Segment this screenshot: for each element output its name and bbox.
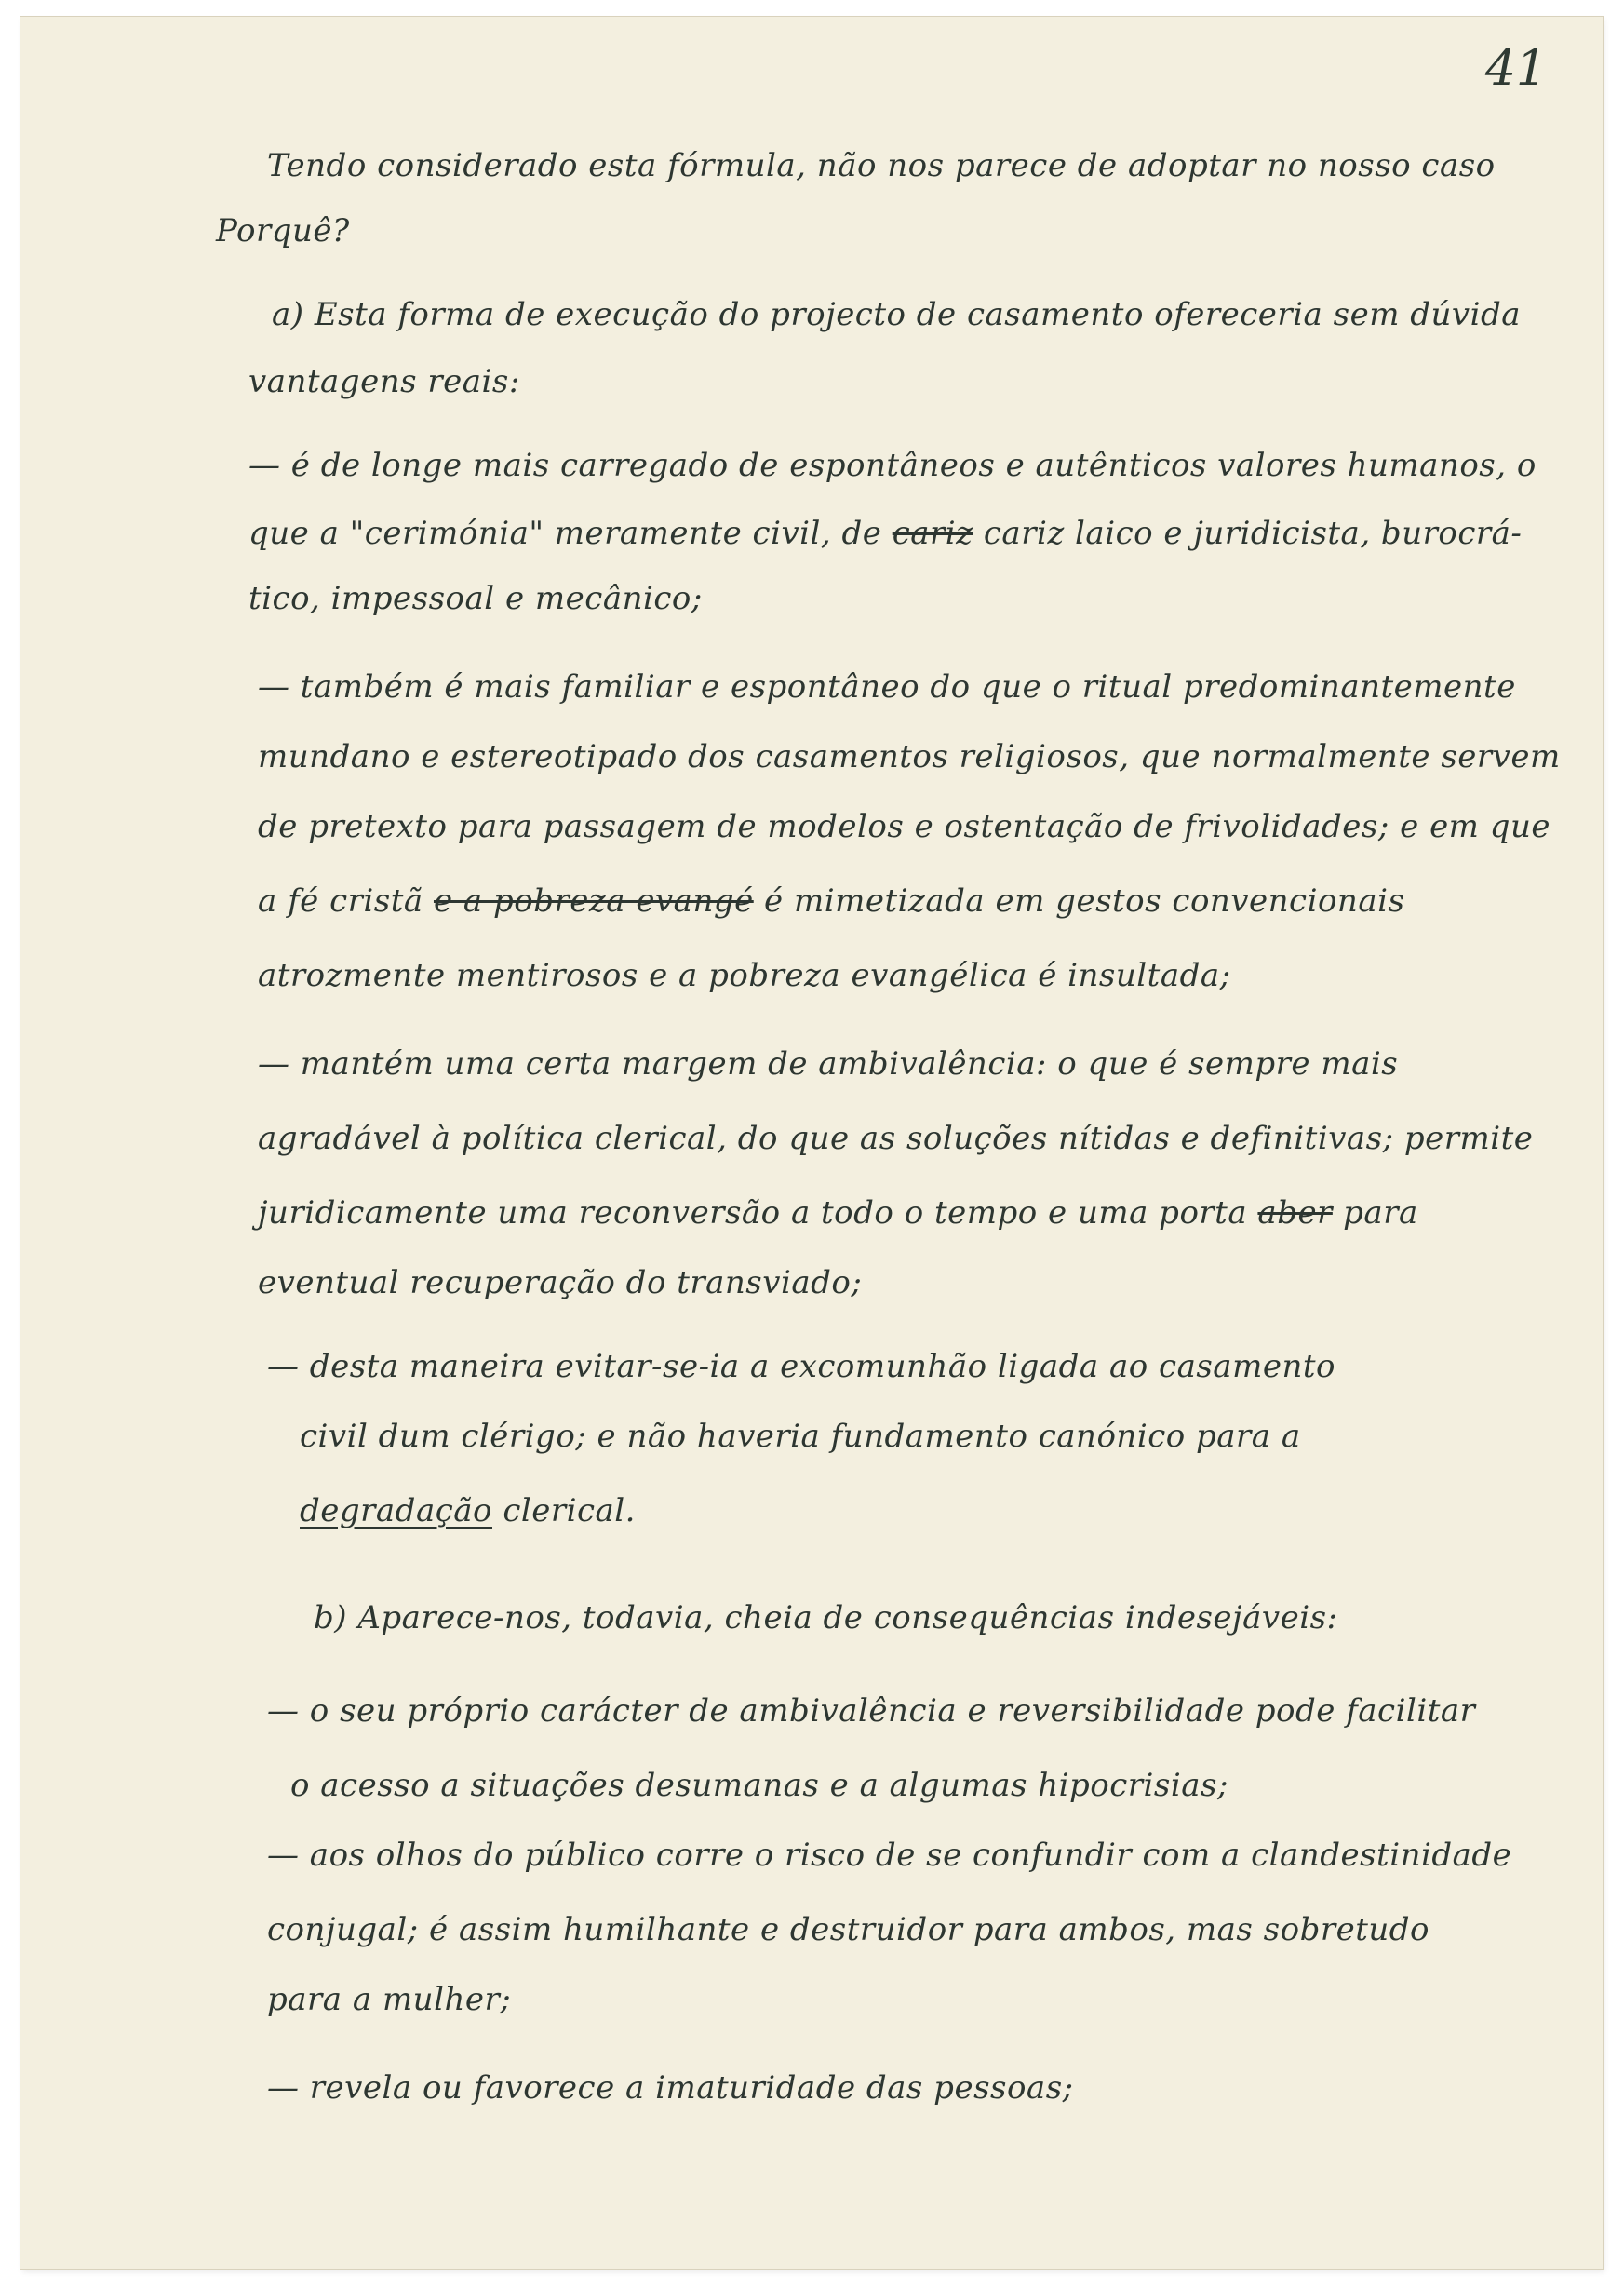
struck-out-phrase: e a pobreza evangé xyxy=(433,882,754,920)
text-line: para a mulher; xyxy=(267,1981,512,2018)
text-line: civil dum clérigo; e não haveria fundamento canónico para a xyxy=(300,1418,1301,1455)
text-line: — aos olhos do público corre o risco de se confundir com a clandestinidade xyxy=(267,1837,1512,1874)
text-line: — é de longe mais carregado de espontâneos e autênticos valores humanos, o xyxy=(248,447,1537,484)
page-number: 41 xyxy=(1484,41,1547,97)
text-line: — desta maneira evitar-se-ia a excomunhão ligada ao casamento xyxy=(267,1348,1335,1385)
text-line: — revela ou favorece a imaturidade das pessoas; xyxy=(267,2069,1074,2107)
text-line: Porquê? xyxy=(216,212,350,249)
text-line: de pretexto para passagem de modelos e ostentação de frivolidades; e em que xyxy=(258,808,1551,845)
text-segment: para xyxy=(1343,1194,1418,1232)
text-line: — também é mais familiar e espontâneo do que o ritual predominantemente xyxy=(258,668,1516,706)
text-segment: a fé cristã xyxy=(258,882,423,920)
text-line xyxy=(300,1492,636,1529)
text-line: eventual recuperação do transviado; xyxy=(258,1264,863,1301)
struck-out-word: cariz xyxy=(892,515,973,552)
text-line: o acesso a situações desumanas e a algumas hipocrisias; xyxy=(290,1767,1228,1804)
underlined-word: degradação xyxy=(300,1492,492,1529)
manuscript-body xyxy=(20,17,1603,2269)
text-segment: juridicamente uma reconversão a todo o tempo e uma porta xyxy=(258,1194,1248,1232)
text-line: mundano e estereotipado dos casamentos religiosos, que normalmente servem xyxy=(258,738,1561,775)
text-segment: que a "cerimónia" meramente civil, de xyxy=(248,515,882,552)
text-segment: clerical. xyxy=(503,1492,636,1529)
text-line xyxy=(258,1194,1418,1232)
text-line xyxy=(248,515,1522,552)
text-segment: cariz laico e juridicista, burocrá- xyxy=(983,515,1523,552)
text-line: vantagens reais: xyxy=(248,363,520,400)
manuscript-page xyxy=(20,17,1603,2269)
text-line: conjugal; é assim humilhante e destruidor para ambos, mas sobretudo xyxy=(267,1911,1430,1948)
text-line: — mantém uma certa margem de ambivalência: o que é sempre mais xyxy=(258,1045,1399,1083)
text-line xyxy=(258,882,1404,920)
text-line: atrozmente mentirosos e a pobreza evangélica é insultada; xyxy=(258,957,1231,994)
struck-out-word: aber xyxy=(1257,1194,1333,1232)
text-line: a) Esta forma de execução do projecto de casamento ofereceria sem dúvida xyxy=(272,296,1522,333)
text-segment: é mimetizada em gestos convencionais xyxy=(764,882,1405,920)
text-line: — o seu próprio carácter de ambivalência e reversibilidade pode facilitar xyxy=(267,1692,1476,1730)
text-line: tico, impessoal e mecânico; xyxy=(248,580,703,617)
text-line: agradável à política clerical, do que as soluções nítidas e definitivas; permite xyxy=(258,1120,1534,1157)
text-line: Tendo considerado esta fórmula, não nos parece de adoptar no nosso caso xyxy=(267,147,1496,184)
text-line: b) Aparece-nos, todavia, cheia de consequências indesejáveis: xyxy=(314,1599,1338,1636)
